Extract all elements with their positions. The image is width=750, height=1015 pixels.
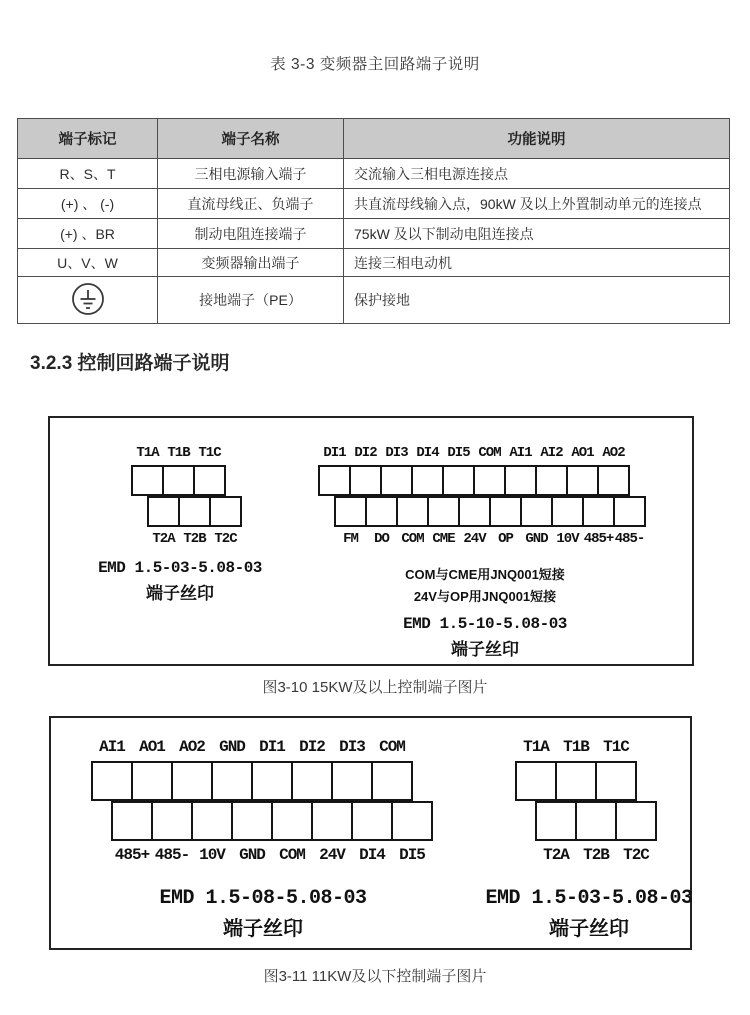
terminal-label: AI1: [509, 445, 532, 461]
terminal-label: T2A: [543, 846, 569, 864]
terminal-label: AO2: [179, 738, 205, 756]
terminal-box: [489, 496, 522, 527]
terminal-box: [147, 496, 180, 527]
figure-3-11-caption: 图3-11 11KW及以下控制端子图片: [263, 968, 487, 985]
terminal-box: [515, 761, 557, 801]
terminal-label: GND: [525, 531, 548, 547]
terminal-label: AO2: [602, 445, 625, 461]
terminal-label: T2A: [152, 531, 175, 547]
terminal-box: [595, 761, 637, 801]
relay-terminal-group: [515, 736, 655, 866]
terminal-row: [318, 465, 644, 496]
terminal-label: DI5: [447, 445, 470, 461]
function-desc-cell: 共直流母线输入点，90kW 及以上外置制动单元的连接点: [344, 189, 730, 219]
terminal-label: GND: [239, 846, 265, 864]
terminal-box: [473, 465, 506, 496]
terminal-name-cell: 三相电源输入端子: [158, 159, 344, 189]
terminal-row: [334, 530, 644, 548]
silk-model-text: EMD 1.5-03-5.08-03: [98, 559, 262, 577]
terminal-box: [396, 496, 429, 527]
figure-3-10-caption: 图3-10 15KW及以上控制端子图片: [262, 679, 488, 696]
terminal-label: DI4: [416, 445, 439, 461]
terminal-label: FM: [343, 531, 358, 547]
control-terminal-group: [318, 444, 644, 548]
terminal-box: [458, 496, 491, 527]
terminal-box: [520, 496, 553, 527]
terminal-label: 485+: [583, 531, 614, 547]
terminal-label: T1B: [563, 738, 589, 756]
table-row: [18, 249, 730, 277]
relay-terminal-group: [131, 444, 240, 548]
terminal-row: [515, 736, 655, 758]
terminal-box: [334, 496, 367, 527]
silk-model-text: EMD 1.5-10-5.08-03: [403, 615, 567, 633]
terminal-label: CME: [432, 531, 455, 547]
terminal-box: [251, 761, 293, 801]
terminal-box: [371, 761, 413, 801]
terminal-box: [427, 496, 460, 527]
terminal-label: T1C: [198, 445, 221, 461]
terminal-box: [551, 496, 584, 527]
silk-print-label: [320, 564, 650, 662]
terminal-label: DI4: [359, 846, 385, 864]
section-heading: 3.2.3 控制回路端子说明: [30, 353, 230, 374]
terminal-box: [291, 761, 333, 801]
terminal-label: COM: [478, 445, 501, 461]
terminal-mark-cell: [18, 277, 158, 324]
jumper-note: COM与CME用JNQ001短接: [405, 567, 565, 582]
terminal-box: [209, 496, 242, 527]
terminal-box: [535, 801, 577, 841]
jumper-note: 24V与OP用JNQ001短接: [413, 589, 557, 604]
terminal-label: 10V: [199, 846, 225, 864]
silk-caption-text: 端子丝印: [451, 640, 519, 659]
terminal-box: [351, 801, 393, 841]
terminal-label: 24V: [319, 846, 345, 864]
terminal-box: [365, 496, 398, 527]
terminal-label: GND: [219, 738, 245, 756]
table-header-row: [18, 119, 730, 159]
table-row: [18, 219, 730, 249]
terminal-box: [191, 801, 233, 841]
terminal-label: DI1: [259, 738, 285, 756]
terminal-box: [111, 801, 153, 841]
terminal-box: [391, 801, 433, 841]
terminal-row: [131, 465, 240, 496]
terminal-row: [111, 801, 431, 841]
figure-3-10: [48, 416, 694, 666]
table-row: [18, 189, 730, 219]
terminal-label: T2B: [583, 846, 609, 864]
terminal-box: [613, 496, 646, 527]
terminal-box: [597, 465, 630, 496]
terminal-label: COM: [279, 846, 305, 864]
terminal-name-cell: 制动电阻连接端子: [158, 219, 344, 249]
terminal-row: [334, 496, 644, 527]
terminal-box: [555, 761, 597, 801]
terminal-label: T2C: [623, 846, 649, 864]
terminal-label: T2C: [214, 531, 237, 547]
terminal-box: [380, 465, 413, 496]
control-terminal-group: [91, 736, 431, 866]
terminal-box: [171, 761, 213, 801]
terminal-box: [193, 465, 226, 496]
main-table-body: [18, 159, 730, 324]
function-desc-cell: 保护接地: [344, 277, 730, 324]
terminal-box: [311, 801, 353, 841]
terminal-mark-cell: (+) 、 (-): [18, 189, 158, 219]
figure-3-11: [49, 716, 692, 950]
terminal-box: [211, 761, 253, 801]
function-desc-cell: 交流输入三相电源连接点: [344, 159, 730, 189]
terminal-label: 485-: [154, 846, 190, 864]
silk-caption-text: 端子丝印: [146, 584, 214, 603]
silk-caption-text: 端子丝印: [549, 918, 629, 940]
terminal-label: 24V: [463, 531, 486, 547]
terminal-box: [178, 496, 211, 527]
col-header-terminal-mark: 端子标记: [18, 119, 158, 159]
terminal-row: [535, 801, 655, 841]
col-header-terminal-name: 端子名称: [158, 119, 344, 159]
terminal-name-cell: 接地端子（PE）: [158, 277, 344, 324]
terminal-box: [331, 761, 373, 801]
terminal-row: [131, 444, 240, 462]
terminal-box: [575, 801, 617, 841]
terminal-label: DO: [374, 531, 389, 547]
col-header-function-desc: 功能说明: [344, 119, 730, 159]
terminal-box: [91, 761, 133, 801]
terminal-label: 485-: [614, 531, 645, 547]
terminal-row: [91, 736, 431, 758]
terminal-box: [411, 465, 444, 496]
terminal-row: [147, 496, 240, 527]
silk-model-text: EMD 1.5-03-5.08-03: [485, 887, 693, 910]
terminal-box: [318, 465, 351, 496]
terminal-label: AI2: [540, 445, 563, 461]
terminal-box: [504, 465, 537, 496]
ground-icon: [71, 282, 105, 316]
terminal-label: AI1: [99, 738, 125, 756]
terminal-label: T1A: [136, 445, 159, 461]
terminal-label: T1B: [167, 445, 190, 461]
terminal-name-cell: 直流母线正、负端子: [158, 189, 344, 219]
main-circuit-table: [17, 118, 730, 324]
function-desc-cell: 连接三相电动机: [344, 249, 730, 277]
terminal-box: [131, 761, 173, 801]
terminal-row: [535, 844, 655, 866]
silk-caption-text: 端子丝印: [223, 918, 303, 940]
silk-print-label: [55, 556, 305, 606]
silk-print-label: [414, 884, 750, 944]
silk-print-label: [88, 884, 438, 944]
terminal-box: [442, 465, 475, 496]
terminal-row: [91, 761, 431, 801]
terminal-label: 485+: [114, 846, 150, 864]
terminal-row: [147, 530, 240, 548]
terminal-label: 10V: [556, 531, 579, 547]
terminal-box: [349, 465, 382, 496]
terminal-label: COM: [401, 531, 424, 547]
terminal-box: [231, 801, 273, 841]
terminal-row: [515, 761, 655, 801]
terminal-label: AO1: [571, 445, 594, 461]
terminal-mark-cell: U、V、W: [18, 249, 158, 277]
silk-model-text: EMD 1.5-08-5.08-03: [159, 887, 367, 910]
terminal-row: [318, 444, 644, 462]
terminal-box: [615, 801, 657, 841]
terminal-box: [131, 465, 164, 496]
terminal-label: T2B: [183, 531, 206, 547]
terminal-label: DI2: [354, 445, 377, 461]
terminal-label: T1A: [523, 738, 549, 756]
terminal-box: [162, 465, 195, 496]
terminal-label: T1C: [603, 738, 629, 756]
terminal-label: DI3: [385, 445, 408, 461]
terminal-box: [566, 465, 599, 496]
terminal-box: [582, 496, 615, 527]
table-row: [18, 159, 730, 189]
terminal-mark-cell: (+) 、BR: [18, 219, 158, 249]
terminal-box: [535, 465, 568, 496]
terminal-mark-cell: R、S、T: [18, 159, 158, 189]
terminal-label: DI5: [399, 846, 425, 864]
terminal-label: DI2: [299, 738, 325, 756]
table-row: [18, 277, 730, 324]
terminal-label: DI3: [339, 738, 365, 756]
terminal-label: COM: [379, 738, 405, 756]
terminal-label: AO1: [139, 738, 165, 756]
terminal-box: [151, 801, 193, 841]
terminal-label: DI1: [323, 445, 346, 461]
terminal-box: [271, 801, 313, 841]
terminal-name-cell: 变频器输出端子: [158, 249, 344, 277]
function-desc-cell: 75kW 及以下制动电阻连接点: [344, 219, 730, 249]
terminal-label: OP: [498, 531, 513, 547]
terminal-row: [111, 844, 431, 866]
table-title: 表 3-3 变频器主回路端子说明: [270, 56, 480, 73]
